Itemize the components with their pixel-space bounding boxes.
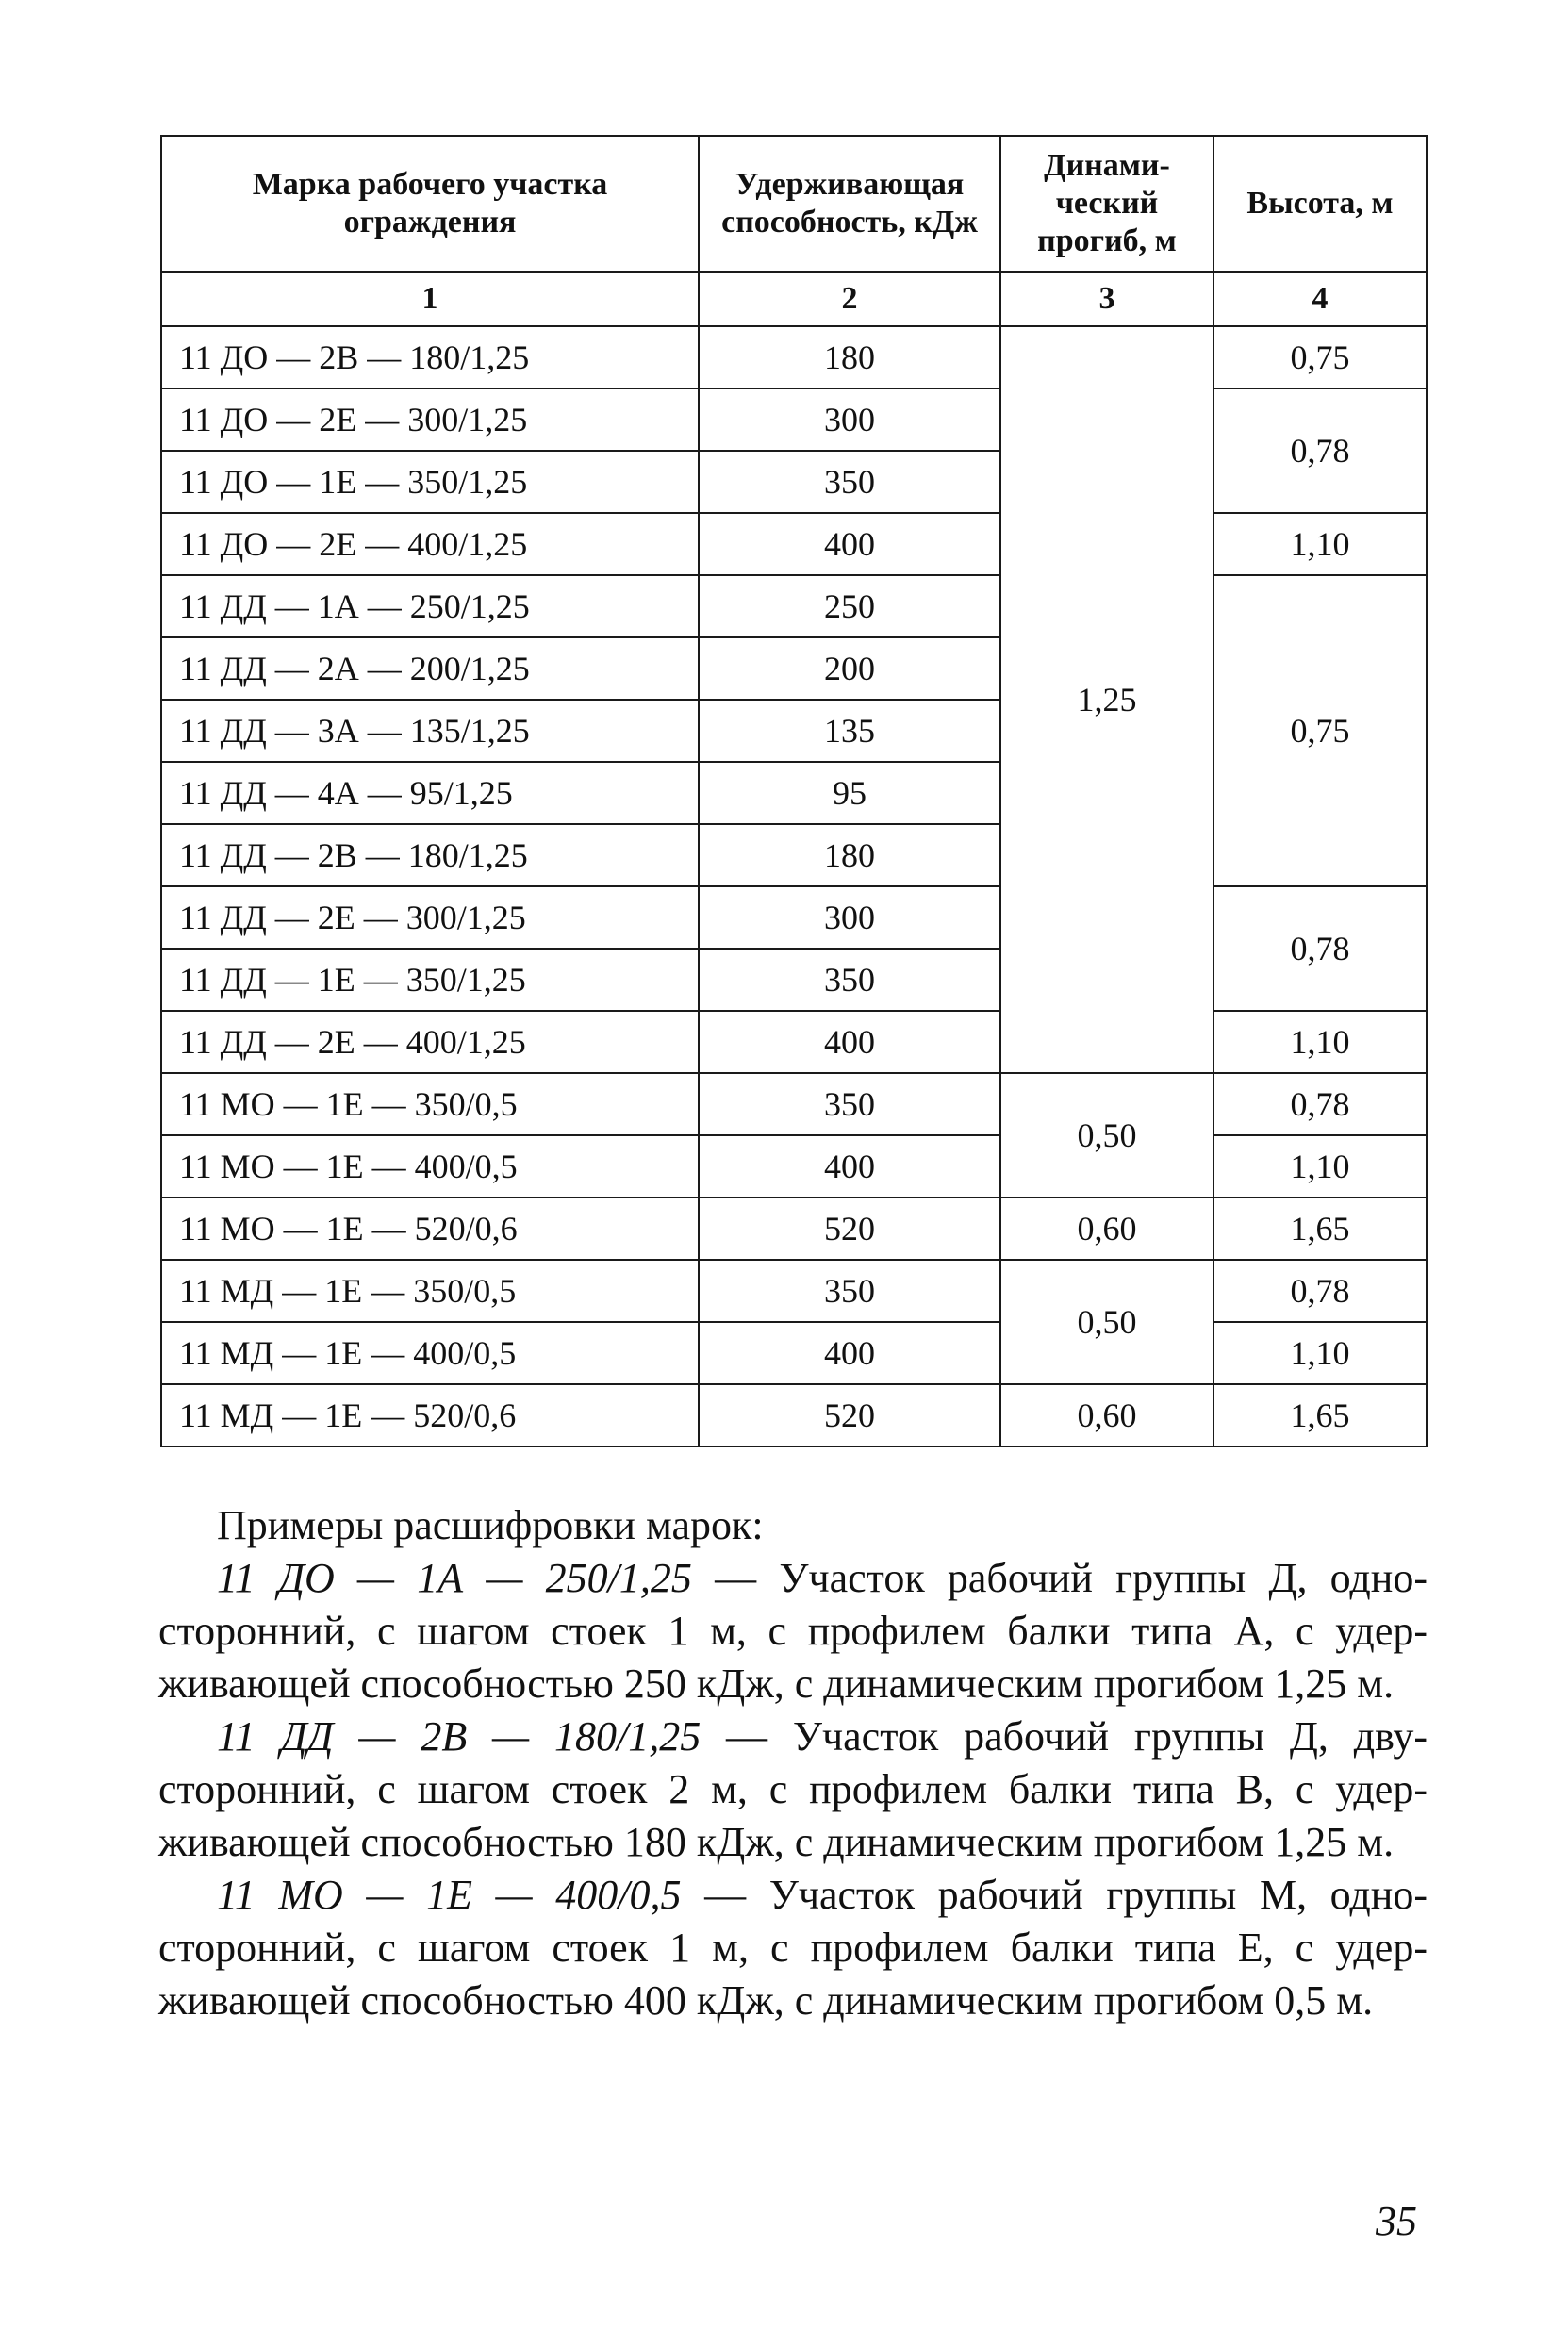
cell-deflection: 1,25	[1000, 326, 1213, 1073]
mark-examples	[158, 1499, 1428, 2027]
cell-mark: 11 МО — 1Е — 350/0,5	[161, 1073, 699, 1135]
example-text: — Участок рабочий группы Д, дву-сторонний, с шагом стоек 2 м, с профилем балки типа В, с удер-живающей способностью 180 кДж, с динамическим прогибом 1,25 м.	[158, 1713, 1428, 1865]
guardrail-spec-table	[160, 135, 1428, 1447]
cell-mark: 11 МО — 1Е — 400/0,5	[161, 1135, 699, 1198]
column-number: 1	[161, 272, 699, 326]
cell-deflection: 0,60	[1000, 1384, 1213, 1446]
cell-capacity: 350	[699, 1073, 1000, 1135]
cell-deflection: 0,50	[1000, 1073, 1213, 1198]
table-row	[161, 1073, 1427, 1135]
table-row	[161, 326, 1427, 388]
cell-capacity: 400	[699, 1322, 1000, 1384]
table-row	[161, 513, 1427, 575]
page-number: 35	[1376, 2198, 1417, 2244]
table-row	[161, 1384, 1427, 1446]
table-row	[161, 886, 1427, 949]
cell-height: 0,78	[1213, 886, 1427, 1011]
cell-mark: 11 ДД — 3А — 135/1,25	[161, 700, 699, 762]
cell-mark: 11 ДО — 1Е — 350/1,25	[161, 451, 699, 513]
cell-mark: 11 ДД — 1Е — 350/1,25	[161, 949, 699, 1011]
cell-height: 0,78	[1213, 1073, 1427, 1135]
cell-height: 0,78	[1213, 388, 1427, 513]
cell-capacity: 250	[699, 575, 1000, 637]
cell-mark: 11 МО — 1Е — 520/0,6	[161, 1198, 699, 1260]
cell-capacity: 520	[699, 1384, 1000, 1446]
example-text: — Участок рабочий группы Д, одно-сторонний, с шагом стоек 1 м, с профилем балки типа А, с удер-живающей способностью 250 кДж, с динамическим прогибом 1,25 м.	[158, 1555, 1428, 1707]
column-number: 2	[699, 272, 1000, 326]
table-row	[161, 388, 1427, 451]
cell-capacity: 350	[699, 451, 1000, 513]
cell-capacity: 400	[699, 1011, 1000, 1073]
header-capacity: Удерживающая способность, кДж	[699, 136, 1000, 272]
table-row	[161, 1322, 1427, 1384]
cell-mark: 11 МД — 1Е — 350/0,5	[161, 1260, 699, 1322]
cell-capacity: 520	[699, 1198, 1000, 1260]
cell-capacity: 350	[699, 949, 1000, 1011]
cell-deflection: 0,60	[1000, 1198, 1213, 1260]
cell-mark: 11 ДД — 2Е — 300/1,25	[161, 886, 699, 949]
cell-capacity: 200	[699, 637, 1000, 700]
cell-capacity: 135	[699, 700, 1000, 762]
cell-mark: 11 ДД — 2В — 180/1,25	[161, 824, 699, 886]
cell-mark: 11 ДД — 2А — 200/1,25	[161, 637, 699, 700]
header-mark: Марка рабочего участка ограждения	[161, 136, 699, 272]
example-text: — Участок рабочий группы М, одно-сторонний, с шагом стоек 1 м, с профилем балки типа Е, с удер-живающей способностью 400 кДж, с динамическим прогибом 0,5 м.	[158, 1872, 1428, 2024]
cell-mark: 11 ДД — 1А — 250/1,25	[161, 575, 699, 637]
cell-mark: 11 ДО — 2В — 180/1,25	[161, 326, 699, 388]
cell-capacity: 180	[699, 326, 1000, 388]
column-number: 3	[1000, 272, 1213, 326]
cell-mark: 11 ДО — 2Е — 400/1,25	[161, 513, 699, 575]
cell-height: 0,75	[1213, 575, 1427, 886]
example-paragraph	[158, 1869, 1428, 2027]
cell-mark: 11 ДД — 2Е — 400/1,25	[161, 1011, 699, 1073]
cell-capacity: 400	[699, 1135, 1000, 1198]
cell-height: 0,78	[1213, 1260, 1427, 1322]
example-code: 11 ДД — 2В — 180/1,25	[217, 1713, 701, 1760]
cell-height: 1,10	[1213, 1322, 1427, 1384]
cell-mark: 11 ДД — 4А — 95/1,25	[161, 762, 699, 824]
example-paragraph	[158, 1710, 1428, 1869]
table-row	[161, 575, 1427, 637]
cell-capacity: 95	[699, 762, 1000, 824]
cell-height: 1,65	[1213, 1384, 1427, 1446]
cell-height: 1,10	[1213, 1135, 1427, 1198]
table-row	[161, 1260, 1427, 1322]
example-code: 11 ДО — 1А — 250/1,25	[217, 1555, 692, 1601]
cell-capacity: 300	[699, 388, 1000, 451]
table-row	[161, 1198, 1427, 1260]
table-row	[161, 1135, 1427, 1198]
cell-capacity: 350	[699, 1260, 1000, 1322]
cell-capacity: 300	[699, 886, 1000, 949]
cell-mark: 11 МД — 1Е — 400/0,5	[161, 1322, 699, 1384]
table-row	[161, 1011, 1427, 1073]
cell-height: 1,10	[1213, 513, 1427, 575]
cell-capacity: 400	[699, 513, 1000, 575]
cell-height: 1,10	[1213, 1011, 1427, 1073]
table-header-row	[161, 136, 1427, 272]
examples-heading: Примеры расшифровки марок:	[217, 1502, 764, 1548]
example-paragraph	[158, 1552, 1428, 1710]
cell-height: 0,75	[1213, 326, 1427, 388]
header-deflection: Динами-ческий прогиб, м	[1000, 136, 1213, 272]
cell-capacity: 180	[699, 824, 1000, 886]
cell-deflection: 0,50	[1000, 1260, 1213, 1384]
cell-mark: 11 ДО — 2Е — 300/1,25	[161, 388, 699, 451]
header-height: Высота, м	[1213, 136, 1427, 272]
cell-height: 1,65	[1213, 1198, 1427, 1260]
column-number: 4	[1213, 272, 1427, 326]
cell-mark: 11 МД — 1Е — 520/0,6	[161, 1384, 699, 1446]
example-code: 11 МО — 1Е — 400/0,5	[217, 1872, 682, 1918]
column-number-row	[161, 272, 1427, 326]
